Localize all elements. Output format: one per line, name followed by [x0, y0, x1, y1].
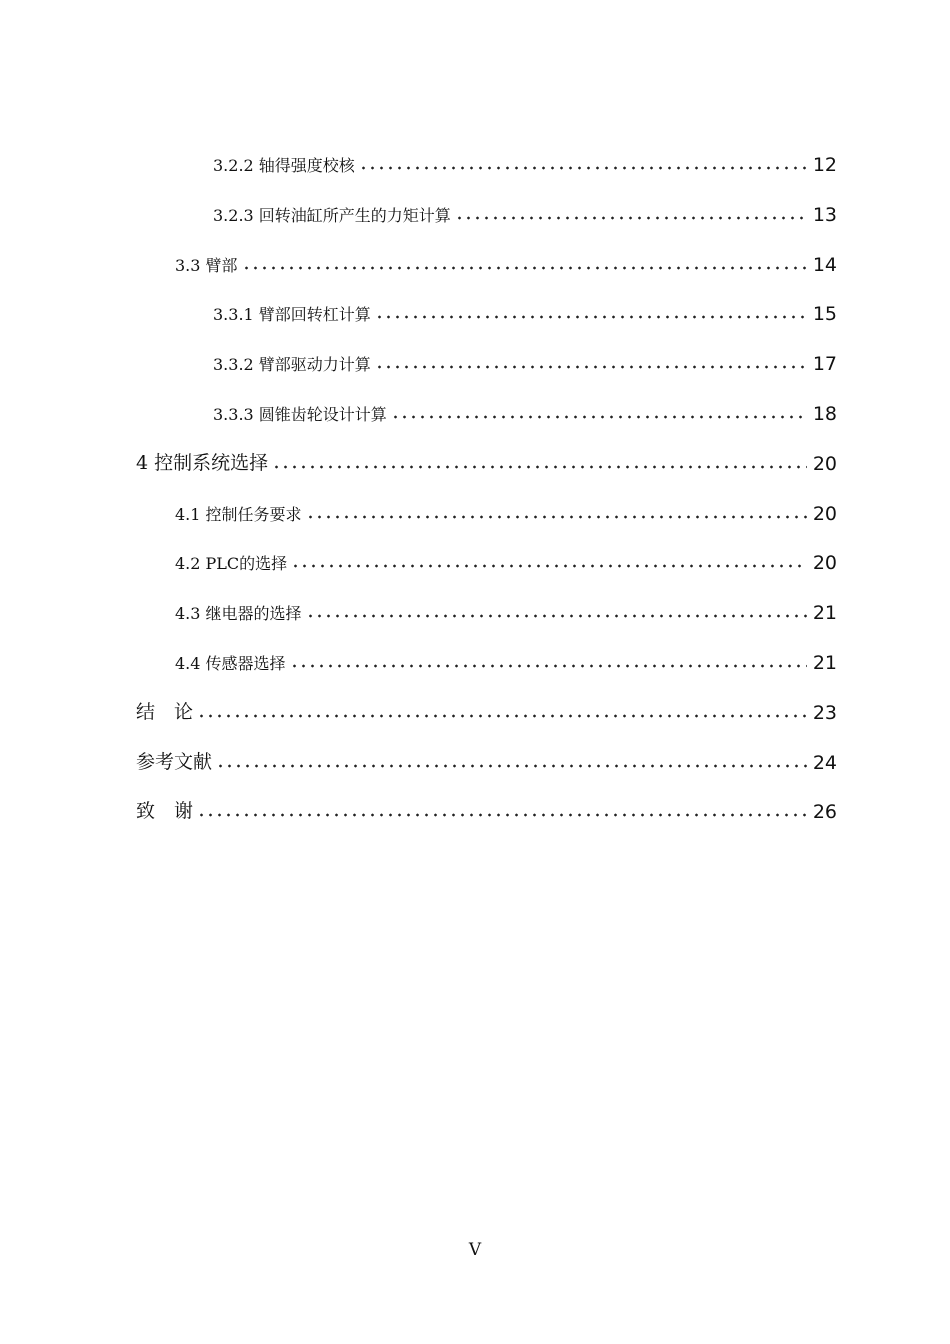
- toc-dot-leader: [197, 704, 807, 718]
- toc-entry[interactable]: [0, 495, 837, 525]
- toc-entry[interactable]: [0, 594, 837, 624]
- toc-entry[interactable]: [0, 644, 837, 674]
- toc-entry-page: 24: [812, 751, 837, 774]
- toc-entry-title: 3.3.3 圆锥齿轮设计计算: [213, 402, 389, 425]
- toc-dot-leader: [197, 803, 807, 817]
- toc-entry-title: 4 控制系统选择: [136, 448, 270, 475]
- toc-dot-leader: [306, 505, 807, 519]
- toc-entry[interactable]: [0, 544, 837, 574]
- toc-dot-leader: [272, 455, 807, 469]
- toc-entry-page: 20: [812, 552, 837, 575]
- toc-entry-page: 20: [812, 452, 837, 475]
- toc-dot-leader: [306, 604, 807, 618]
- toc-entry[interactable]: [0, 345, 837, 375]
- toc-entry-title: 结 论: [136, 697, 195, 724]
- page-number: V: [468, 1240, 482, 1260]
- toc-entry[interactable]: [0, 246, 837, 276]
- toc-entry-page: 18: [812, 403, 837, 425]
- toc-entry-page: 14: [812, 253, 837, 276]
- toc-entry[interactable]: [0, 146, 837, 176]
- toc-entry-title: 3.3.1 臂部回转杠计算: [213, 302, 373, 325]
- toc-entry-title: 3.2.3 回转油缸所产生的力矩计算: [213, 203, 453, 226]
- toc-entry[interactable]: [0, 445, 837, 475]
- toc-entry-page: 17: [812, 353, 837, 376]
- toc-entry-page: 21: [812, 652, 837, 674]
- toc-entry-title: 3.3 臂部: [175, 253, 240, 276]
- toc-entry-title: 致 谢: [136, 796, 195, 823]
- toc-entry-title: 4.1 控制任务要求: [175, 502, 304, 525]
- toc-dot-leader: [242, 256, 807, 270]
- toc-entry[interactable]: [0, 793, 837, 823]
- toc-entry-page: 12: [812, 154, 837, 176]
- toc-dot-leader: [216, 754, 807, 768]
- toc-entry[interactable]: [0, 196, 837, 226]
- toc-entry-page: 23: [812, 701, 837, 724]
- toc-entry-page: 21: [812, 602, 837, 625]
- toc-entry[interactable]: [0, 744, 837, 774]
- toc-dot-leader: [291, 554, 807, 568]
- toc-entry-title: 4.4 传感器选择: [175, 651, 288, 674]
- toc-entry-page: 15: [812, 303, 837, 326]
- toc-entry-title: 参考文献: [136, 747, 214, 774]
- toc-dot-leader: [359, 156, 807, 170]
- toc-entry[interactable]: [0, 395, 837, 425]
- toc-entry[interactable]: [0, 295, 837, 325]
- toc-entry-title: 4.2 PLC的选择: [175, 551, 289, 574]
- toc-entry-page: 26: [812, 801, 837, 824]
- toc-entry-title: 3.3.2 臂部驱动力计算: [213, 352, 373, 375]
- toc-entry-page: 20: [812, 502, 837, 525]
- toc-dot-leader: [375, 355, 807, 369]
- toc-entry-page: 13: [812, 203, 837, 226]
- toc-dot-leader: [290, 654, 807, 668]
- toc-dot-leader: [375, 305, 807, 319]
- toc-entry-title: 4.3 继电器的选择: [175, 601, 304, 624]
- toc-dot-leader: [391, 405, 807, 419]
- toc-entry-title: 3.2.2 轴得强度校核: [213, 153, 357, 176]
- toc-dot-leader: [455, 206, 807, 220]
- toc-entry[interactable]: [0, 694, 837, 724]
